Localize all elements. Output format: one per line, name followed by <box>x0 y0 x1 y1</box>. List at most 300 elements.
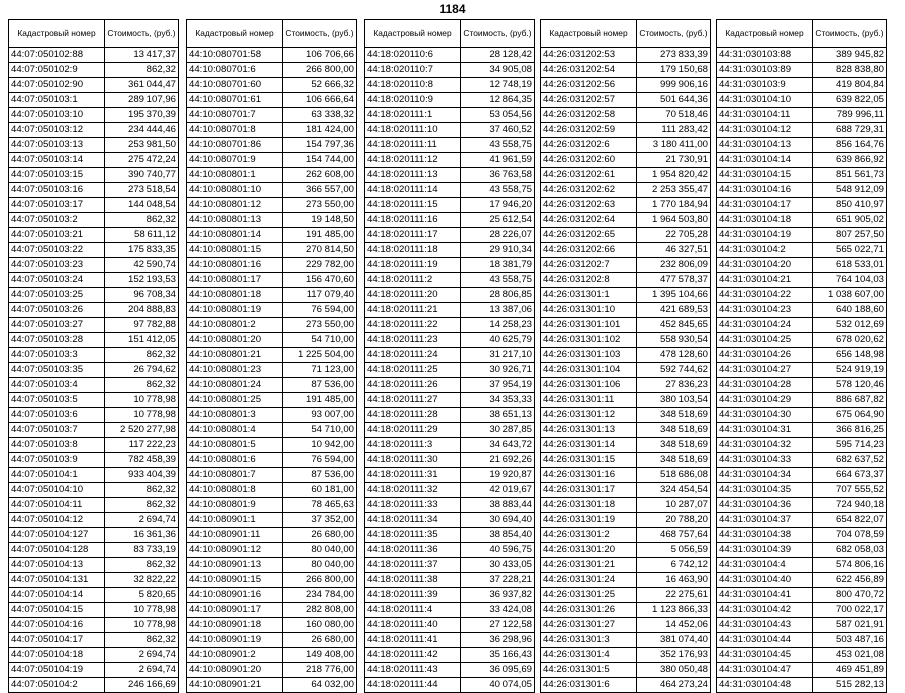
cost-value: 640 188,60 <box>813 303 887 318</box>
table-row <box>187 198 357 213</box>
cadastral-number: 44:26:031301:18 <box>541 498 637 513</box>
table-row <box>717 498 887 513</box>
cost-value: 10 942,00 <box>283 438 357 453</box>
cost-value: 477 578,37 <box>637 273 711 288</box>
table-row <box>365 198 535 213</box>
cadastral-number: 44:07:050103:22 <box>9 243 105 258</box>
table-row <box>717 378 887 393</box>
table-row <box>9 258 179 273</box>
cost-value: 515 282,13 <box>813 678 887 693</box>
cadastral-number: 44:10:080901:20 <box>187 663 283 678</box>
table-row <box>541 168 711 183</box>
cost-value: 14 452,06 <box>637 618 711 633</box>
cadastral-number: 44:31:030104:4 <box>717 558 813 573</box>
table-row <box>717 663 887 678</box>
cost-value: 34 643,72 <box>461 438 535 453</box>
table-row <box>541 648 711 663</box>
cost-value: 289 107,96 <box>105 93 179 108</box>
cadastral-number: 44:10:080701:61 <box>187 93 283 108</box>
cost-value: 181 424,00 <box>283 123 357 138</box>
cadastral-number: 44:07:050104:18 <box>9 648 105 663</box>
table-row <box>9 453 179 468</box>
table-row <box>717 513 887 528</box>
cadastral-number: 44:07:050102:88 <box>9 48 105 63</box>
cost-value: 154 744,00 <box>283 153 357 168</box>
cadastral-number: 44:26:031202:61 <box>541 168 637 183</box>
cadastral-number: 44:18:020111:20 <box>365 288 461 303</box>
cadastral-number: 44:31:030104:19 <box>717 228 813 243</box>
cost-value: 26 794,62 <box>105 363 179 378</box>
cadastral-number: 44:10:080901:2 <box>187 648 283 663</box>
cost-value: 191 485,00 <box>283 228 357 243</box>
cost-value: 30 926,71 <box>461 363 535 378</box>
table-row <box>717 273 887 288</box>
cost-value: 266 800,00 <box>283 63 357 78</box>
cadastral-number: 44:07:050103:6 <box>9 408 105 423</box>
cost-value: 87 536,00 <box>283 378 357 393</box>
cadastral-number: 44:31:030104:40 <box>717 573 813 588</box>
cadastral-number: 44:07:050103:21 <box>9 228 105 243</box>
cost-value: 421 689,53 <box>637 303 711 318</box>
cadastral-number: 44:10:080901:21 <box>187 678 283 693</box>
cost-value: 682 058,03 <box>813 543 887 558</box>
cost-value: 25 612,54 <box>461 213 535 228</box>
cadastral-number: 44:07:050103:4 <box>9 378 105 393</box>
cost-value: 886 687,82 <box>813 393 887 408</box>
cadastral-number: 44:31:030104:2 <box>717 243 813 258</box>
table-row <box>541 213 711 228</box>
cadastral-number: 44:31:030104:12 <box>717 123 813 138</box>
table-row <box>541 468 711 483</box>
cadastral-number: 44:26:031301:101 <box>541 318 637 333</box>
table-row <box>717 558 887 573</box>
cadastral-number: 44:10:080801:24 <box>187 378 283 393</box>
cadastral-number: 44:26:031301:103 <box>541 348 637 363</box>
table-row <box>541 78 711 93</box>
cadastral-number: 44:26:031301:4 <box>541 648 637 663</box>
cadastral-number: 44:07:050103:24 <box>9 273 105 288</box>
table-row <box>717 168 887 183</box>
cost-value: 862,32 <box>105 63 179 78</box>
cost-value: 54 710,00 <box>283 333 357 348</box>
header-kadastr: Кадастровый номер <box>365 20 461 48</box>
cadastral-number: 44:18:020111:30 <box>365 453 461 468</box>
header-cost: Стоимость, (руб.) <box>283 20 357 48</box>
cadastral-number: 44:07:050103:26 <box>9 303 105 318</box>
table-row <box>365 48 535 63</box>
cadastral-number: 44:10:080901:15 <box>187 573 283 588</box>
cost-value: 851 561,73 <box>813 168 887 183</box>
cost-value: 503 487,16 <box>813 633 887 648</box>
cost-value: 592 744,62 <box>637 363 711 378</box>
table-row <box>541 378 711 393</box>
cost-value: 5 820,65 <box>105 588 179 603</box>
table-row <box>541 363 711 378</box>
table-row <box>717 363 887 378</box>
cost-value: 524 919,19 <box>813 363 887 378</box>
cadastral-number: 44:31:030104:33 <box>717 453 813 468</box>
table-row <box>9 303 179 318</box>
table-row <box>717 528 887 543</box>
cadastral-number: 44:10:080801:16 <box>187 258 283 273</box>
cadastral-number: 44:10:080801:15 <box>187 243 283 258</box>
cadastral-number: 44:31:030104:35 <box>717 483 813 498</box>
cost-value: 2 694,74 <box>105 648 179 663</box>
cadastral-number: 44:18:020111:24 <box>365 348 461 363</box>
cost-value: 30 694,40 <box>461 513 535 528</box>
cost-value: 22 275,61 <box>637 588 711 603</box>
cost-value: 366 816,25 <box>813 423 887 438</box>
table-row <box>187 393 357 408</box>
cost-table-3 <box>364 19 535 693</box>
cadastral-number: 44:18:020111:22 <box>365 318 461 333</box>
cost-value: 28 128,42 <box>461 48 535 63</box>
cost-value: 64 032,00 <box>283 678 357 693</box>
table-row <box>365 588 535 603</box>
cost-value: 933 404,39 <box>105 468 179 483</box>
cadastral-number: 44:07:050104:15 <box>9 603 105 618</box>
cadastral-number: 44:18:020111:43 <box>365 663 461 678</box>
table-row <box>9 618 179 633</box>
cost-value: 70 518,46 <box>637 108 711 123</box>
cost-value: 195 370,39 <box>105 108 179 123</box>
cost-value: 1 225 504,00 <box>283 348 357 363</box>
cost-value: 548 912,09 <box>813 183 887 198</box>
cadastral-number: 44:07:050103:13 <box>9 138 105 153</box>
cadastral-number: 44:26:031202:64 <box>541 213 637 228</box>
table-row <box>541 138 711 153</box>
cadastral-number: 44:18:020111:34 <box>365 513 461 528</box>
table-row <box>9 543 179 558</box>
cadastral-number: 44:26:031301:106 <box>541 378 637 393</box>
table-row <box>9 423 179 438</box>
cost-value: 856 164,76 <box>813 138 887 153</box>
cost-value: 19 920,87 <box>461 468 535 483</box>
cadastral-number: 44:31:030104:17 <box>717 198 813 213</box>
table-row <box>365 258 535 273</box>
cadastral-number: 44:26:031301:25 <box>541 588 637 603</box>
cost-value: 348 518,69 <box>637 453 711 468</box>
table-row <box>365 303 535 318</box>
cadastral-number: 44:26:031301:12 <box>541 408 637 423</box>
cost-value: 1 964 503,80 <box>637 213 711 228</box>
table-row <box>9 678 179 693</box>
table-row <box>187 468 357 483</box>
cadastral-number: 44:07:050104:1 <box>9 468 105 483</box>
cost-value: 71 123,00 <box>283 363 357 378</box>
table-row <box>717 78 887 93</box>
cadastral-number: 44:10:080801:17 <box>187 273 283 288</box>
cost-value: 380 050,48 <box>637 663 711 678</box>
table-row <box>541 633 711 648</box>
cost-value: 60 181,00 <box>283 483 357 498</box>
table-row <box>541 483 711 498</box>
cadastral-number: 44:10:080901:13 <box>187 558 283 573</box>
table-row <box>365 243 535 258</box>
cadastral-number: 44:10:080901:16 <box>187 588 283 603</box>
cost-value: 10 778,98 <box>105 618 179 633</box>
cost-value: 204 888,83 <box>105 303 179 318</box>
cadastral-number: 44:10:080901:1 <box>187 513 283 528</box>
cost-value: 800 470,72 <box>813 588 887 603</box>
table-row <box>365 453 535 468</box>
cost-value: 468 757,64 <box>637 528 711 543</box>
table-row <box>541 303 711 318</box>
cost-value: 862,32 <box>105 378 179 393</box>
cadastral-number: 44:07:050103:12 <box>9 123 105 138</box>
cost-value: 41 961,59 <box>461 153 535 168</box>
table-row <box>541 408 711 423</box>
table-row <box>717 633 887 648</box>
cost-value: 34 905,08 <box>461 63 535 78</box>
cadastral-number: 44:31:030104:39 <box>717 543 813 558</box>
table-row <box>717 348 887 363</box>
cost-value: 2 694,74 <box>105 663 179 678</box>
cadastral-number: 44:18:020111:11 <box>365 138 461 153</box>
cadastral-number: 44:26:031301:11 <box>541 393 637 408</box>
cadastral-number: 44:26:031301:26 <box>541 603 637 618</box>
cost-value: 574 806,16 <box>813 558 887 573</box>
table-row <box>187 258 357 273</box>
table-row <box>717 123 887 138</box>
cadastral-number: 44:18:020111:36 <box>365 543 461 558</box>
table-row <box>717 48 887 63</box>
cadastral-number: 44:31:030103:89 <box>717 63 813 78</box>
cost-value: 862,32 <box>105 498 179 513</box>
table-row <box>541 123 711 138</box>
cadastral-number: 44:10:080701:86 <box>187 138 283 153</box>
table-row <box>717 603 887 618</box>
cost-value: 14 258,23 <box>461 318 535 333</box>
cost-value: 13 417,37 <box>105 48 179 63</box>
cadastral-number: 44:10:080801:21 <box>187 348 283 363</box>
table-row <box>187 78 357 93</box>
cadastral-number: 44:18:020111:21 <box>365 303 461 318</box>
cost-value: 999 906,16 <box>637 78 711 93</box>
cadastral-number: 44:31:030104:42 <box>717 603 813 618</box>
table-row <box>187 288 357 303</box>
cadastral-number: 44:10:080701:7 <box>187 108 283 123</box>
cost-value: 37 954,19 <box>461 378 535 393</box>
cadastral-number: 44:10:080801:3 <box>187 408 283 423</box>
cost-value: 19 148,50 <box>283 213 357 228</box>
cadastral-number: 44:07:050103:2 <box>9 213 105 228</box>
cadastral-number: 44:10:080701:6 <box>187 63 283 78</box>
table-row <box>717 333 887 348</box>
cadastral-number: 44:07:050103:9 <box>9 453 105 468</box>
cadastral-number: 44:07:050103:14 <box>9 153 105 168</box>
cadastral-number: 44:18:020111:15 <box>365 198 461 213</box>
cost-value: 106 666,64 <box>283 93 357 108</box>
table-row <box>365 273 535 288</box>
cadastral-number: 44:31:030104:10 <box>717 93 813 108</box>
table-row <box>541 588 711 603</box>
cost-table-4 <box>540 19 711 693</box>
cadastral-number: 44:18:020111:12 <box>365 153 461 168</box>
cadastral-number: 44:31:030104:14 <box>717 153 813 168</box>
cost-value: 656 148,98 <box>813 348 887 363</box>
table-row <box>187 483 357 498</box>
table-row <box>365 228 535 243</box>
cost-value: 76 594,00 <box>283 453 357 468</box>
table-row <box>365 528 535 543</box>
table-row <box>9 528 179 543</box>
cost-value: 42 019,67 <box>461 483 535 498</box>
table-row <box>365 93 535 108</box>
cost-value: 33 424,08 <box>461 603 535 618</box>
cadastral-number: 44:07:050104:16 <box>9 618 105 633</box>
table-row <box>365 483 535 498</box>
cadastral-number: 44:31:030104:44 <box>717 633 813 648</box>
table-row <box>9 438 179 453</box>
table-row <box>365 348 535 363</box>
cadastral-number: 44:26:031202:7 <box>541 258 637 273</box>
cost-value: 179 150,68 <box>637 63 711 78</box>
table-row <box>365 438 535 453</box>
table-header <box>365 20 535 48</box>
cost-value: 42 590,74 <box>105 258 179 273</box>
cost-value: 246 166,69 <box>105 678 179 693</box>
cost-value: 30 287,85 <box>461 423 535 438</box>
cost-value: 651 905,02 <box>813 213 887 228</box>
cost-value: 152 193,53 <box>105 273 179 288</box>
cost-value: 36 763,58 <box>461 168 535 183</box>
cadastral-number: 44:26:031301:102 <box>541 333 637 348</box>
cadastral-number: 44:18:020111:29 <box>365 423 461 438</box>
cadastral-number: 44:31:030104:47 <box>717 663 813 678</box>
cadastral-number: 44:31:030104:38 <box>717 528 813 543</box>
cost-value: 1 395 104,66 <box>637 288 711 303</box>
cadastral-number: 44:18:020111:3 <box>365 438 461 453</box>
cadastral-number: 44:07:050104:2 <box>9 678 105 693</box>
cost-value: 558 930,54 <box>637 333 711 348</box>
cadastral-number: 44:18:020110:7 <box>365 63 461 78</box>
cadastral-number: 44:18:020111:10 <box>365 123 461 138</box>
cadastral-number: 44:26:031202:66 <box>541 243 637 258</box>
cost-value: 43 558,75 <box>461 138 535 153</box>
table-row <box>9 558 179 573</box>
cost-value: 10 778,98 <box>105 603 179 618</box>
cost-value: 678 020,62 <box>813 333 887 348</box>
cost-value: 40 625,79 <box>461 333 535 348</box>
cadastral-number: 44:07:050103:10 <box>9 108 105 123</box>
table-row <box>9 198 179 213</box>
table-row <box>187 633 357 648</box>
table-row <box>187 363 357 378</box>
cadastral-number: 44:18:020111:39 <box>365 588 461 603</box>
table-row <box>365 633 535 648</box>
table-row <box>187 663 357 678</box>
cost-value: 144 048,54 <box>105 198 179 213</box>
table-row <box>9 273 179 288</box>
cadastral-number: 44:10:080801:14 <box>187 228 283 243</box>
cost-value: 20 788,20 <box>637 513 711 528</box>
cost-value: 17 946,20 <box>461 198 535 213</box>
cost-value: 675 064,90 <box>813 408 887 423</box>
cadastral-number: 44:31:030104:11 <box>717 108 813 123</box>
cost-value: 618 533,01 <box>813 258 887 273</box>
cost-value: 348 518,69 <box>637 408 711 423</box>
cadastral-number: 44:26:031301:20 <box>541 543 637 558</box>
table-row <box>541 573 711 588</box>
cost-value: 76 594,00 <box>283 303 357 318</box>
cost-value: 36 298,96 <box>461 633 535 648</box>
cost-value: 12 748,19 <box>461 78 535 93</box>
table-row <box>187 408 357 423</box>
table-row <box>187 573 357 588</box>
cadastral-number: 44:10:080801:19 <box>187 303 283 318</box>
table-row <box>9 573 179 588</box>
table-row <box>9 78 179 93</box>
cadastral-number: 44:07:050102:9 <box>9 63 105 78</box>
cost-value: 175 833,35 <box>105 243 179 258</box>
table-row <box>187 273 357 288</box>
cost-value: 80 040,00 <box>283 543 357 558</box>
cost-value: 93 007,00 <box>283 408 357 423</box>
table-row <box>541 63 711 78</box>
cost-value: 366 557,00 <box>283 183 357 198</box>
table-row <box>541 498 711 513</box>
cost-value: 273 833,39 <box>637 48 711 63</box>
cost-value: 361 044,47 <box>105 78 179 93</box>
table-row <box>9 93 179 108</box>
cost-value: 234 784,00 <box>283 588 357 603</box>
cadastral-number: 44:10:080901:12 <box>187 543 283 558</box>
cost-value: 53 054,56 <box>461 108 535 123</box>
table-row <box>9 363 179 378</box>
cadastral-number: 44:07:050104:14 <box>9 588 105 603</box>
table-row <box>187 63 357 78</box>
cost-value: 453 021,08 <box>813 648 887 663</box>
table-row <box>9 663 179 678</box>
cost-value: 10 778,98 <box>105 408 179 423</box>
cadastral-number: 44:18:020111:23 <box>365 333 461 348</box>
cadastral-number: 44:18:020111:37 <box>365 558 461 573</box>
table-row <box>187 183 357 198</box>
table-row <box>187 618 357 633</box>
cadastral-number: 44:31:030104:20 <box>717 258 813 273</box>
cadastral-number: 44:07:050103:15 <box>9 168 105 183</box>
table-row <box>717 138 887 153</box>
cadastral-number: 44:31:030104:23 <box>717 303 813 318</box>
table-row <box>9 168 179 183</box>
cadastral-number: 44:26:031202:6 <box>541 138 637 153</box>
table-row <box>9 588 179 603</box>
cost-table-1 <box>8 19 179 693</box>
cost-value: 16 463,90 <box>637 573 711 588</box>
cost-value: 38 651,13 <box>461 408 535 423</box>
cost-value: 282 808,00 <box>283 603 357 618</box>
table-row <box>187 153 357 168</box>
cadastral-number: 44:18:020111:38 <box>365 573 461 588</box>
table-row <box>717 573 887 588</box>
cost-value: 253 981,50 <box>105 138 179 153</box>
cost-value: 10 778,98 <box>105 393 179 408</box>
table-row <box>541 228 711 243</box>
table-row <box>541 393 711 408</box>
table-row <box>9 468 179 483</box>
cadastral-number: 44:10:080901:19 <box>187 633 283 648</box>
cadastral-number: 44:10:080901:11 <box>187 528 283 543</box>
cadastral-number: 44:10:080701:8 <box>187 123 283 138</box>
cadastral-number: 44:07:050104:17 <box>9 633 105 648</box>
cost-value: 18 381,79 <box>461 258 535 273</box>
cost-value: 32 822,22 <box>105 573 179 588</box>
cadastral-number: 44:07:050104:127 <box>9 528 105 543</box>
table-row <box>187 648 357 663</box>
cadastral-number: 44:31:030104:29 <box>717 393 813 408</box>
table-row <box>187 123 357 138</box>
